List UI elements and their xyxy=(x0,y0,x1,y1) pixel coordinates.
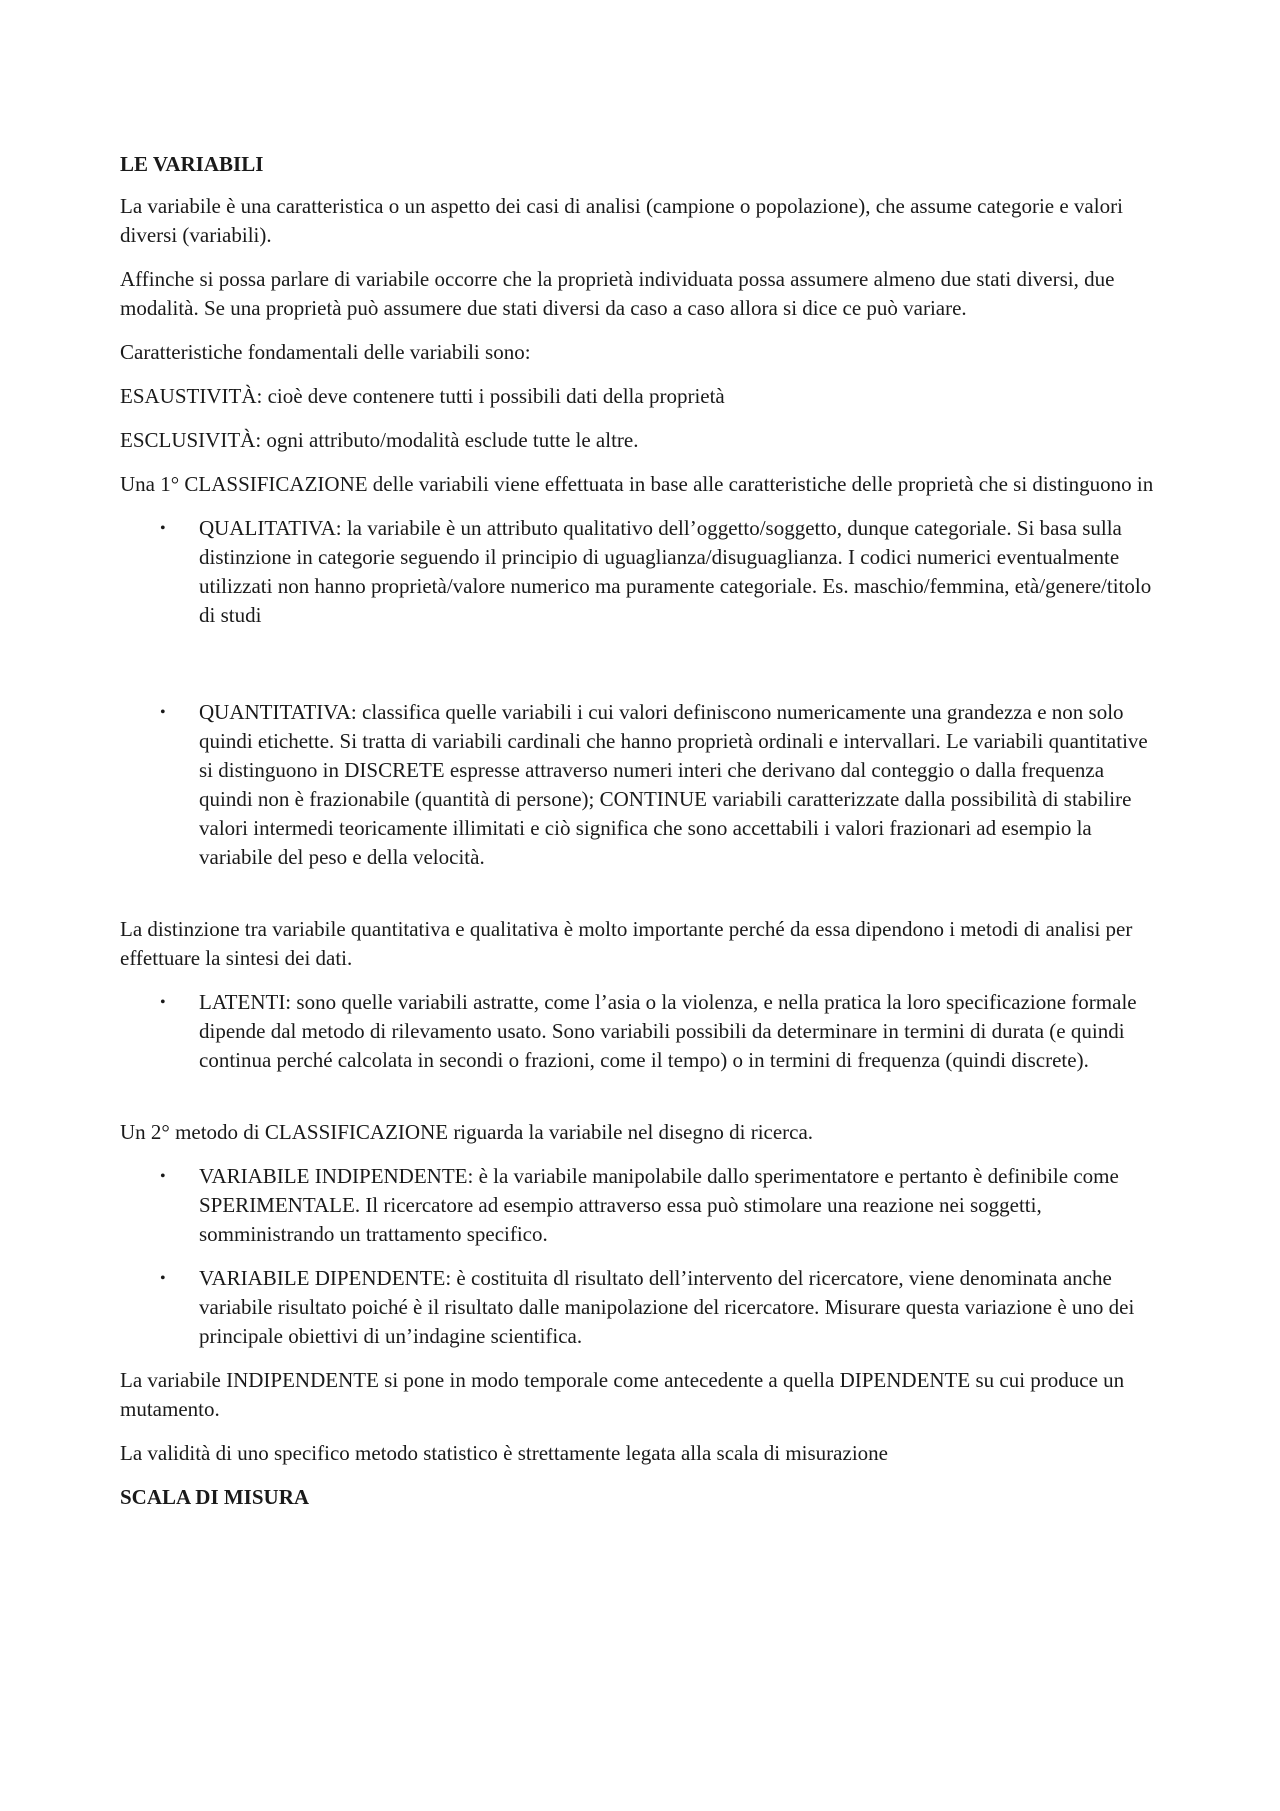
document-page xyxy=(120,150,1160,1525)
bullet-icon: • xyxy=(160,994,166,1011)
bullet-icon: • xyxy=(160,1168,166,1185)
section-title-scala: SCALA DI MISURA xyxy=(120,1485,310,1509)
bullet-icon: • xyxy=(160,1270,166,1287)
page-title: LE VARIABILI xyxy=(120,152,264,176)
list-item-latent xyxy=(120,988,1160,1075)
paragraph-exhaustiveness: ESAUSTIVITÀ: cioè deve contenere tutti i possibili dati della proprietà xyxy=(120,384,725,408)
list-item-text: VARIABILE DIPENDENTE: è costituita dl risultato dell’intervento del ricercatore, viene denominata anche variabile risultato poiché è il risultato dalle manipolazione del ricercatore. Misurare questa variazione è uno dei principale obiettivi di un’indagine scientifica. xyxy=(199,1266,1135,1348)
paragraph-definition: La variabile è una caratteristica o un aspetto dei casi di analisi (campione o popolazione), che assume categorie e valori diversi (variabili). xyxy=(120,194,1123,247)
paragraph-exclusivity: ESCLUSIVITÀ: ogni attributo/modalità esclude tutte le altre. xyxy=(120,428,639,452)
list-item-text: LATENTI: sono quelle variabili astratte, come l’asia o la violenza, e nella pratica la loro specificazione formale dipende dal metodo di rilevamento usato. Sono variabili possibili da determinare in termini di durata (e quindi continua perché calcolata in secondi o frazioni, come il tempo) o in termini di frequenza (quindi discrete). xyxy=(199,990,1137,1072)
bullet-icon: • xyxy=(160,704,166,721)
list-item-qualitative xyxy=(120,514,1160,630)
list-item-text: QUANTITATIVA: classifica quelle variabili i cui valori definiscono numericamente una grandezza e non solo quindi etichette. Si tratta di variabili cardinali che hanno proprietà ordinali e intervallari. Le variabili quantitative si distinguono in DISCRETE espresse attraverso numeri interi che derivano dal conteggio o dalla frequenza quindi non è frazionabile (quantità di persone); CONTINUE variabili caratterizzate dalla possibilità di stabilire valori intermedi teoricamente illimitati e ciò significa che sono accettabili i valori frazionari ad esempio la variabile del peso e della velocità. xyxy=(199,700,1148,869)
research-design-list xyxy=(120,1162,1160,1351)
paragraph-condition: Affinche si possa parlare di variabile occorre che la proprietà individuata possa assumere almeno due stati diversi, due modalità. Se una proprietà può assumere due stati diversi da caso a caso allora si dice ce può variare. xyxy=(120,267,1115,320)
paragraph-characteristics-intro: Caratteristiche fondamentali delle variabili sono: xyxy=(120,340,531,364)
bullet-icon: • xyxy=(160,520,166,537)
list-item-text: VARIABILE INDIPENDENTE: è la variabile manipolabile dallo sperimentatore e pertanto è definibile come SPERIMENTALE. Il ricercatore ad esempio attraverso essa può stimolare una reazione nei soggetti, somministrando un trattamento specifico. xyxy=(199,1164,1119,1246)
list-item-dependent xyxy=(120,1264,1160,1351)
list-item-independent xyxy=(120,1162,1160,1249)
list-item-quantitative xyxy=(120,698,1160,872)
list-item-text: QUALITATIVA: la variabile è un attributo qualitativo dell’oggetto/soggetto, dunque categoriale. Si basa sulla distinzione in categorie seguendo il principio di uguaglianza/disuguaglianza. I codici numerici eventualmente utilizzati non hanno proprietà/valore numerico ma puramente categoriale. Es. maschio/femmina, età/genere/titolo di studi xyxy=(199,516,1152,627)
paragraph-validity: La validità di uno specifico metodo statistico è strettamente legata alla scala di misurazione xyxy=(120,1441,888,1465)
classification-list xyxy=(120,514,1160,872)
paragraph-distinction: La distinzione tra variabile quantitativa e qualitativa è molto importante perché da essa dipendono i metodi di analisi per effettuare la sintesi dei dati. xyxy=(120,917,1133,970)
latent-list xyxy=(120,988,1160,1075)
paragraph-second-classification: Un 2° metodo di CLASSIFICAZIONE riguarda la variabile nel disegno di ricerca. xyxy=(120,1120,814,1144)
paragraph-first-classification: Una 1° CLASSIFICAZIONE delle variabili viene effettuata in base alle caratteristiche delle proprietà che si distinguono in xyxy=(120,472,1154,496)
paragraph-temporal: La variabile INDIPENDENTE si pone in modo temporale come antecedente a quella DIPENDENTE su cui produce un mutamento. xyxy=(120,1368,1125,1421)
